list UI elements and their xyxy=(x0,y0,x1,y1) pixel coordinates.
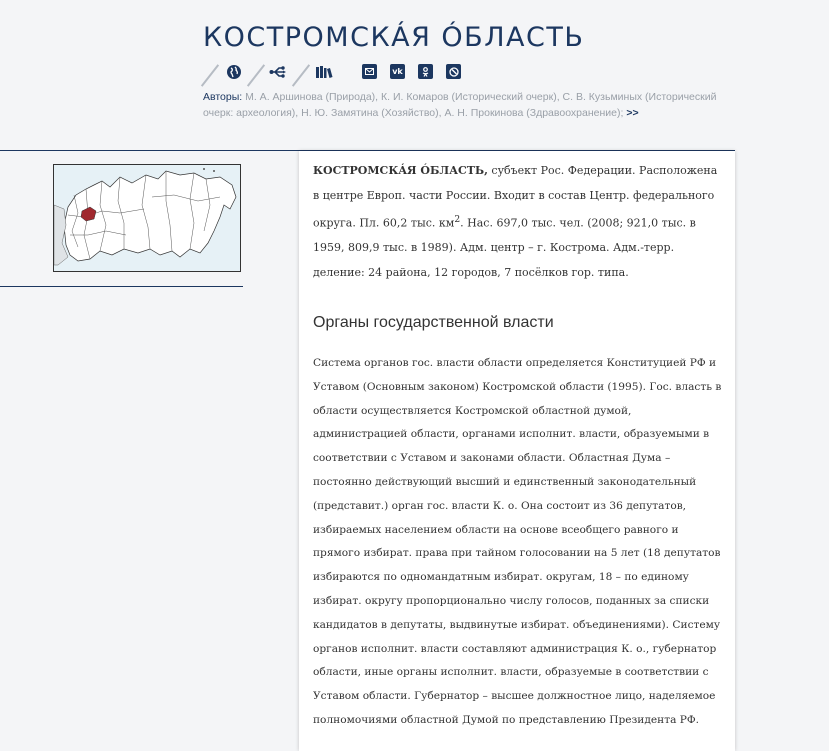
livejournal-icon[interactable] xyxy=(446,64,461,79)
authors-label: Авторы: xyxy=(203,91,243,103)
section-title: Органы государственной власти xyxy=(313,314,554,331)
odnoklassniki-icon[interactable] xyxy=(418,64,433,79)
share-tree-icon[interactable] xyxy=(269,63,287,81)
lead-text-1: субъект Рос. Федерации. Расположена в центре Европ. части России. Входит в состав Центр. федерального округа. Пл. 60,2 тыс. км xyxy=(313,164,718,230)
books-icon[interactable] xyxy=(315,63,333,81)
globe-icon[interactable] xyxy=(225,63,243,81)
separator xyxy=(247,64,265,87)
article-toolbar xyxy=(203,60,463,86)
separator xyxy=(292,64,310,87)
russia-map-icon[interactable] xyxy=(53,164,241,272)
section-text: Система органов гос. власти области определяется Конституцией РФ и Уставом (Основным законом) Костромской области (1995). Гос. власть в области осуществляется Костромской областной думой, администрацией области, органами исполнит. власти, образуемыми в соответствии с Уставом и законами области. Областная Дума – постоянно действующий высший и единственный законодательный (представит.) орган гос. власти К. о. Она состоит из 36 депутатов, избираемых населением области на основе всеобщего равного и прямого избират. права при тайном голосовании на 5 лет (18 депутатов избираются по одномандатным избират. округам, 18 – по единому избират. округу пропорционально числу голосов, поданных за списки кандидатов в депутаты, выдвинутые избират. объединениями). Систему органов исполнит. власти составляют администрация К. о., губернатор области, иные органы исполнит. власти, образуемые в соответствии с Уставом области. Губернатор – высшее должностное лицо, наделяемое полномочиями областной Думой по представлению Президента РФ. xyxy=(313,357,722,726)
lead-text-2: . Нас. 697,0 тыс. чел. (2008; 921,0 тыс. в 1959, 809,9 тыс. в 1989). Адм. центр – г. Кострома. Адм.-терр. деление: 24 района, 12 городов, 7 посёлков гор. типа. xyxy=(313,216,696,280)
page-title: КОСТРОМСКÁЯ ÓБЛАСТЬ xyxy=(203,22,585,53)
article-lead xyxy=(313,159,723,286)
article-headword: КОСТРОМСКÁЯ ÓБЛАСТЬ, xyxy=(313,164,488,177)
superscript: 2 xyxy=(454,214,461,226)
authors-line xyxy=(203,89,733,121)
map-divider xyxy=(0,286,243,287)
mail-icon[interactable] xyxy=(362,64,377,79)
vk-icon[interactable]: vk xyxy=(390,64,405,79)
separator xyxy=(201,64,219,87)
authors-more-link[interactable]: >> xyxy=(626,107,639,119)
authors-list: М. А. Аршинова (Природа), К. И. Комаров (Исторический очерк), С. В. Кузьминых (Исторический очерк: археология), Н. Ю. Замятина (Хозяйство), А. Н. Прокинова (Здравоохранение); xyxy=(203,91,717,119)
article-body xyxy=(299,151,735,751)
